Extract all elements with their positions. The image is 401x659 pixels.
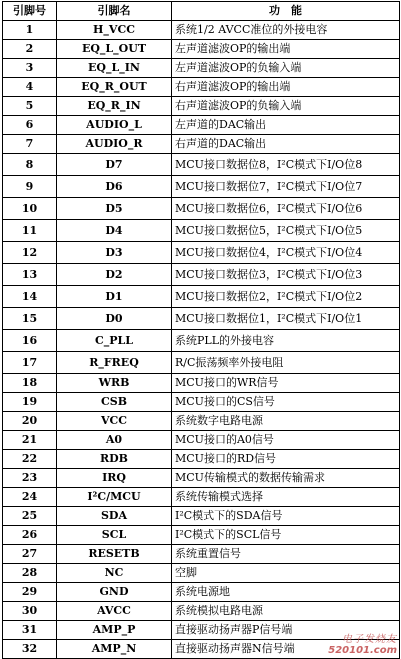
table-row bbox=[3, 545, 400, 564]
pin-name-cell: D5 bbox=[57, 198, 172, 220]
table-row bbox=[3, 308, 400, 330]
pin-name-cell: RESETB bbox=[57, 545, 172, 564]
pin-function-cell: I²C模式下的SCL信号 bbox=[172, 526, 400, 545]
header-function: 功 能 bbox=[172, 2, 400, 21]
pin-number-cell: 2 bbox=[3, 40, 57, 59]
pin-name-cell: GND bbox=[57, 583, 172, 602]
pin-name-cell: WRB bbox=[57, 374, 172, 393]
pin-number-cell: 32 bbox=[3, 640, 57, 659]
table-row bbox=[3, 97, 400, 116]
table-row bbox=[3, 488, 400, 507]
pin-name-cell: SCL bbox=[57, 526, 172, 545]
pin-number-cell: 31 bbox=[3, 621, 57, 640]
table-row bbox=[3, 264, 400, 286]
header-pin-name: 引脚名 bbox=[57, 2, 172, 21]
pin-name-cell: A0 bbox=[57, 431, 172, 450]
table-row bbox=[3, 242, 400, 264]
pin-number-cell: 26 bbox=[3, 526, 57, 545]
pin-name-cell: D2 bbox=[57, 264, 172, 286]
table-row bbox=[3, 564, 400, 583]
pin-number-cell: 16 bbox=[3, 330, 57, 352]
table-row bbox=[3, 526, 400, 545]
pin-name-cell: D4 bbox=[57, 220, 172, 242]
pin-name-cell: I²C/MCU bbox=[57, 488, 172, 507]
table-row bbox=[3, 21, 400, 40]
table-row bbox=[3, 154, 400, 176]
table-row bbox=[3, 621, 400, 640]
pin-name-cell: VCC bbox=[57, 412, 172, 431]
pin-number-cell: 21 bbox=[3, 431, 57, 450]
pin-function-cell: 右声道的DAC输出 bbox=[172, 135, 400, 154]
pin-function-cell: 左声道的DAC输出 bbox=[172, 116, 400, 135]
pin-function-cell: 左声道滤波OP的负输入端 bbox=[172, 59, 400, 78]
pin-number-cell: 20 bbox=[3, 412, 57, 431]
pin-function-cell: 右声道滤波OP的负输入端 bbox=[172, 97, 400, 116]
pin-function-cell: MCU接口数据位4，I²C模式下I/O位4 bbox=[172, 242, 400, 264]
table-row bbox=[3, 412, 400, 431]
table-body bbox=[3, 21, 400, 659]
table-row bbox=[3, 78, 400, 97]
pin-name-cell: AMP_P bbox=[57, 621, 172, 640]
pin-number-cell: 14 bbox=[3, 286, 57, 308]
pin-number-cell: 13 bbox=[3, 264, 57, 286]
pin-name-cell: AVCC bbox=[57, 602, 172, 621]
pin-name-cell: EQ_R_OUT bbox=[57, 78, 172, 97]
pin-function-cell: 直接驱动扬声器N信号端 bbox=[172, 640, 400, 659]
pin-function-cell: MCU接口数据位2，I²C模式下I/O位2 bbox=[172, 286, 400, 308]
pin-name-cell: D7 bbox=[57, 154, 172, 176]
pin-name-cell: D0 bbox=[57, 308, 172, 330]
pin-name-cell: EQ_R_IN bbox=[57, 97, 172, 116]
pin-name-cell: AMP_N bbox=[57, 640, 172, 659]
pin-name-cell: H_VCC bbox=[57, 21, 172, 40]
table-row bbox=[3, 198, 400, 220]
pin-name-cell: D1 bbox=[57, 286, 172, 308]
pin-number-cell: 5 bbox=[3, 97, 57, 116]
pin-number-cell: 12 bbox=[3, 242, 57, 264]
pin-function-cell: 系统PLL的外接电容 bbox=[172, 330, 400, 352]
pin-function-cell: MCU接口数据位6，I²C模式下I/O位6 bbox=[172, 198, 400, 220]
table-row bbox=[3, 393, 400, 412]
pin-number-cell: 6 bbox=[3, 116, 57, 135]
pin-function-cell: MCU接口数据位5，I²C模式下I/O位5 bbox=[172, 220, 400, 242]
pin-name-cell: IRQ bbox=[57, 469, 172, 488]
pin-number-cell: 19 bbox=[3, 393, 57, 412]
table-row bbox=[3, 602, 400, 621]
pin-name-cell: EQ_L_OUT bbox=[57, 40, 172, 59]
table-row bbox=[3, 352, 400, 374]
table-row bbox=[3, 59, 400, 78]
pin-name-cell: AUDIO_R bbox=[57, 135, 172, 154]
pin-number-cell: 7 bbox=[3, 135, 57, 154]
table-row bbox=[3, 507, 400, 526]
pin-number-cell: 8 bbox=[3, 154, 57, 176]
pin-function-cell: 直接驱动扬声器P信号端 bbox=[172, 621, 400, 640]
pin-function-cell: 系统传输模式选择 bbox=[172, 488, 400, 507]
pin-function-cell: 系统模拟电路电源 bbox=[172, 602, 400, 621]
pin-function-cell: MCU接口数据位7，I²C模式下I/O位7 bbox=[172, 176, 400, 198]
table-row bbox=[3, 330, 400, 352]
pin-number-cell: 4 bbox=[3, 78, 57, 97]
pin-number-cell: 28 bbox=[3, 564, 57, 583]
table-row bbox=[3, 431, 400, 450]
pin-function-cell: MCU传输模式的数据传输需求 bbox=[172, 469, 400, 488]
pin-name-cell: RDB bbox=[57, 450, 172, 469]
watermark-site-name: 电子发烧友 bbox=[342, 634, 397, 645]
header-pin-number: 引脚号 bbox=[3, 2, 57, 21]
pin-function-cell: MCU接口数据位1，I²C模式下I/O位1 bbox=[172, 308, 400, 330]
pin-function-cell: 右声道滤波OP的输出端 bbox=[172, 78, 400, 97]
table-row bbox=[3, 176, 400, 198]
watermark-url: 520101.com bbox=[328, 645, 397, 656]
pin-name-cell: SDA bbox=[57, 507, 172, 526]
pin-function-cell: MCU接口的A0信号 bbox=[172, 431, 400, 450]
pin-number-cell: 11 bbox=[3, 220, 57, 242]
pin-name-cell: CSB bbox=[57, 393, 172, 412]
table-header bbox=[3, 2, 400, 21]
pin-function-cell: 系统1/2 AVCC准位的外接电容 bbox=[172, 21, 400, 40]
table-row bbox=[3, 135, 400, 154]
pin-function-cell: 系统数字电路电源 bbox=[172, 412, 400, 431]
pin-function-cell: 空脚 bbox=[172, 564, 400, 583]
pin-number-cell: 3 bbox=[3, 59, 57, 78]
table-row bbox=[3, 220, 400, 242]
pin-function-cell: MCU接口数据位3，I²C模式下I/O位3 bbox=[172, 264, 400, 286]
pin-name-cell: NC bbox=[57, 564, 172, 583]
pin-function-cell: R/C振荡频率外接电阻 bbox=[172, 352, 400, 374]
pin-table bbox=[2, 1, 400, 659]
pin-function-cell: 左声道滤波OP的输出端 bbox=[172, 40, 400, 59]
pin-number-cell: 10 bbox=[3, 198, 57, 220]
table-row bbox=[3, 469, 400, 488]
pin-name-cell: EQ_L_IN bbox=[57, 59, 172, 78]
pin-number-cell: 24 bbox=[3, 488, 57, 507]
table-row bbox=[3, 40, 400, 59]
pin-number-cell: 17 bbox=[3, 352, 57, 374]
table-row bbox=[3, 116, 400, 135]
pin-number-cell: 30 bbox=[3, 602, 57, 621]
pin-name-cell: D6 bbox=[57, 176, 172, 198]
pin-number-cell: 15 bbox=[3, 308, 57, 330]
pin-name-cell: R_FREQ bbox=[57, 352, 172, 374]
pin-number-cell: 9 bbox=[3, 176, 57, 198]
pin-name-cell: C_PLL bbox=[57, 330, 172, 352]
pin-table-container bbox=[2, 1, 399, 656]
pin-number-cell: 29 bbox=[3, 583, 57, 602]
pin-function-cell: 系统电源地 bbox=[172, 583, 400, 602]
pin-function-cell: 系统重置信号 bbox=[172, 545, 400, 564]
pin-number-cell: 25 bbox=[3, 507, 57, 526]
table-row bbox=[3, 640, 400, 659]
pin-number-cell: 1 bbox=[3, 21, 57, 40]
pin-name-cell: AUDIO_L bbox=[57, 116, 172, 135]
pin-number-cell: 23 bbox=[3, 469, 57, 488]
pin-name-cell: D3 bbox=[57, 242, 172, 264]
pin-function-cell: MCU接口的RD信号 bbox=[172, 450, 400, 469]
table-row bbox=[3, 374, 400, 393]
pin-function-cell: MCU接口的WR信号 bbox=[172, 374, 400, 393]
table-row bbox=[3, 450, 400, 469]
pin-number-cell: 18 bbox=[3, 374, 57, 393]
pin-function-cell: MCU接口的CS信号 bbox=[172, 393, 400, 412]
header-row bbox=[3, 2, 400, 21]
pin-number-cell: 27 bbox=[3, 545, 57, 564]
pin-function-cell: MCU接口数据位8，I²C模式下I/O位8 bbox=[172, 154, 400, 176]
table-row bbox=[3, 286, 400, 308]
pin-function-cell: I²C模式下的SDA信号 bbox=[172, 507, 400, 526]
table-row bbox=[3, 583, 400, 602]
pin-number-cell: 22 bbox=[3, 450, 57, 469]
